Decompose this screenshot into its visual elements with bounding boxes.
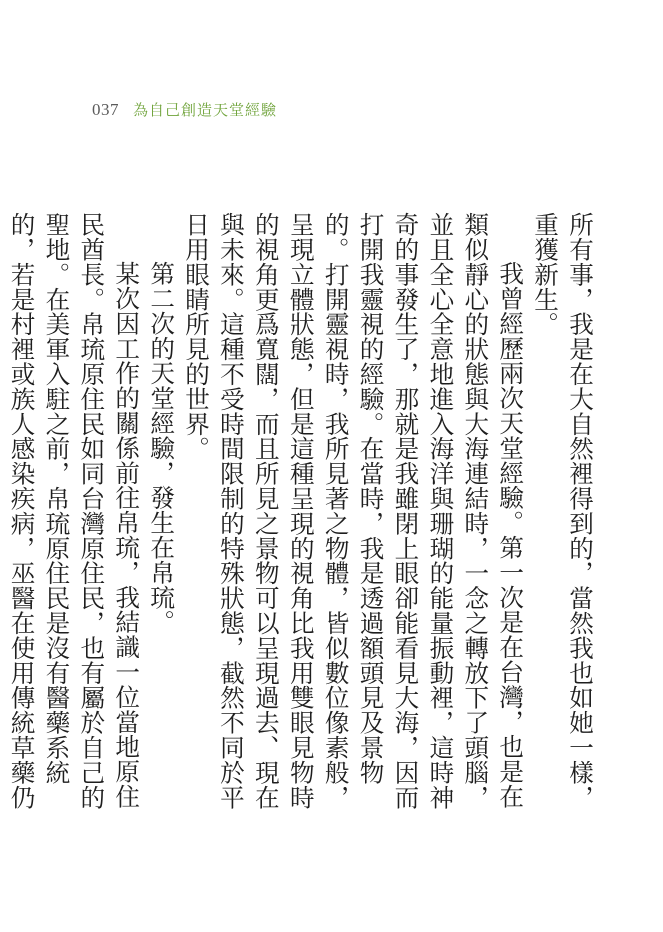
paragraph: 我曾經歷兩次天堂經驗。第一次是在台灣，也是在類似靜心的狀態與大海連結時，一念之轉放下了頭腦，並且全心全意地進入海洋與珊瑚的能量振動裡，這時神奇的事發生了，那就是我雖閉上眼卻能看見大海，因而打開我靈視的經驗。在當時，我是透過額頭見及景物的。打開靈視時，我所見著之物體，皆似數位像素般，呈現立體狀態，但是這種呈現的視角比我用雙眼見物時的視角更爲寬闊，而且所見之景物可以呈現過去、現在與未來。這種不受時間限制的特殊狀態，截然不同於平日用眼睛所見的世界。 bbox=[182, 212, 526, 810]
paragraph: 所有事，我是在大自然裡得到的，當然我也如她一樣，重獲新生。 bbox=[531, 212, 595, 810]
page-number: 037 bbox=[92, 100, 119, 119]
paragraph: 某次因工作的關係前往帛琉，我結識一位當地原住民酋長。帛琉原住民如同台灣原住民，也有屬於自己的聖地。在美軍入駐之前，帛琉原住民是沒有醫藥系統的，若是村裡或族人感染疾病，巫醫在使用傳統草藥仍 bbox=[7, 212, 142, 810]
running-title: 為自己創造天堂經驗 bbox=[133, 103, 278, 119]
body-text bbox=[0, 212, 597, 818]
page-header bbox=[92, 99, 277, 120]
paragraph: 第二次的天堂經驗，發生在帛琉。 bbox=[147, 261, 177, 635]
